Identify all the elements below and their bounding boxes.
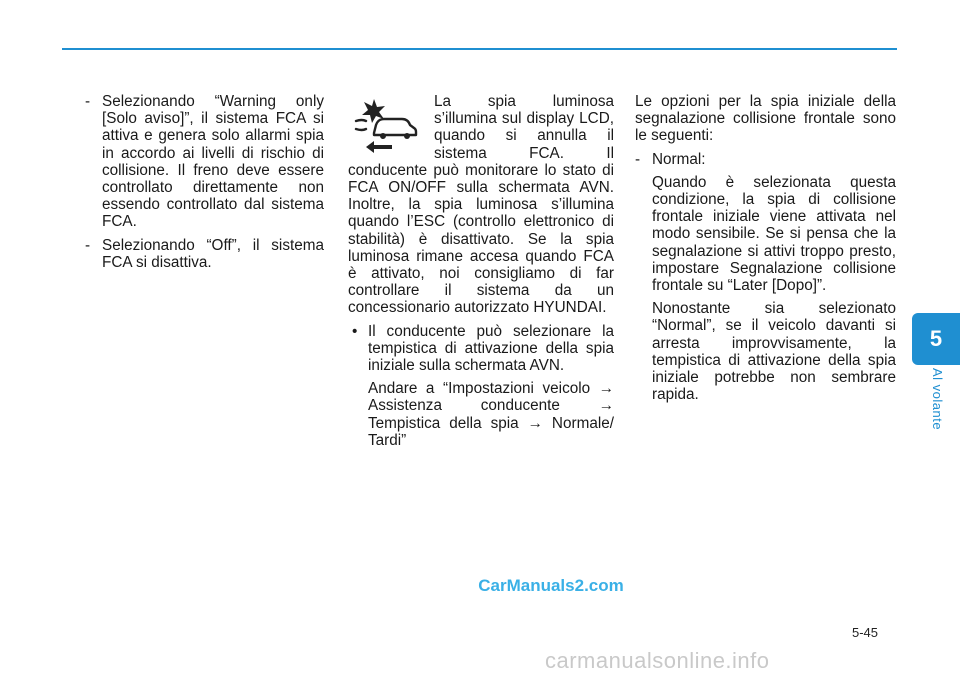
top-rule <box>62 48 897 50</box>
option-desc-2: Nonostante sia selezionato “Normal”, se il veicolo davanti si arresta improvvisamente, la tempistica di attivazione della spia iniziale potrebbe non sembrare rapida. <box>652 300 896 404</box>
list-item <box>80 93 324 231</box>
section-tab <box>912 313 960 365</box>
dash-marker: - <box>85 93 91 110</box>
column-3 <box>635 93 896 403</box>
bullet-marker: • <box>352 322 358 340</box>
bullet-text: Il conducente può selezionare la tempistica di attivazione della spia iniziale sulla schermata AVN. <box>368 322 614 375</box>
option-label: Normal: <box>652 150 706 168</box>
option-label-row <box>635 151 896 168</box>
section-number: 5 <box>929 326 943 351</box>
column-1 <box>80 93 324 277</box>
list-item <box>80 237 324 271</box>
watermark-secondary: carmanualsonline.info <box>545 648 770 673</box>
section-label: Al volante <box>930 368 945 431</box>
watermark-primary-wrap <box>0 576 960 596</box>
fca-warning-icon <box>348 95 426 153</box>
option-desc-1: Quando è selezionata questa condizione, la spia di collisione frontale iniziale viene attivata nel modo sensibile. Se si pensa che la segnalazione si attivi troppo presto, impostare Segnalazione collisione frontale su “Later [Dopo]”. <box>652 173 896 295</box>
item-text: Selezionando “Warning only [Solo aviso]”, il sistema FCA si attiva e genera solo allarmi spia in accordo ai livelli di rischio di collisione. Il freno deve essere controllato direttamente non essendo controllato dal sistema FCA. <box>102 93 324 231</box>
list-item <box>348 323 614 375</box>
options-intro: Le opzioni per la spia iniziale della segnalazione collisione frontale sono le seguenti: <box>635 93 896 145</box>
dash-marker: - <box>85 236 91 254</box>
item-text: Selezionando “Off”, il sistema FCA si disattiva. <box>102 236 324 271</box>
fca-paragraph: La spia luminosa s’illumina sul display LCD, quando si annulla il sistema FCA. Il conducente può monitorare lo stato di FCA ON/OFF sulla schermata AVN. Inoltre, la spia luminosa s’illumina quando l’ESC (controllo elettronico di stabilità) è disattivato. Se la spia luminosa rimane accesa quando FCA è attivato, noi consigliamo di far controllare il sistema da un concessionario autorizzato HYUNDAI. <box>348 93 614 317</box>
dash-marker: - <box>635 150 641 168</box>
column-2 <box>348 93 614 449</box>
page-number: 5-45 <box>852 625 879 640</box>
instruction-text: Andare a “Impostazioni veicolo → Assistenza conducente → Tempistica della spia → Normale/ Tardi” <box>368 380 614 449</box>
watermark-primary: CarManuals2.com <box>478 576 624 595</box>
